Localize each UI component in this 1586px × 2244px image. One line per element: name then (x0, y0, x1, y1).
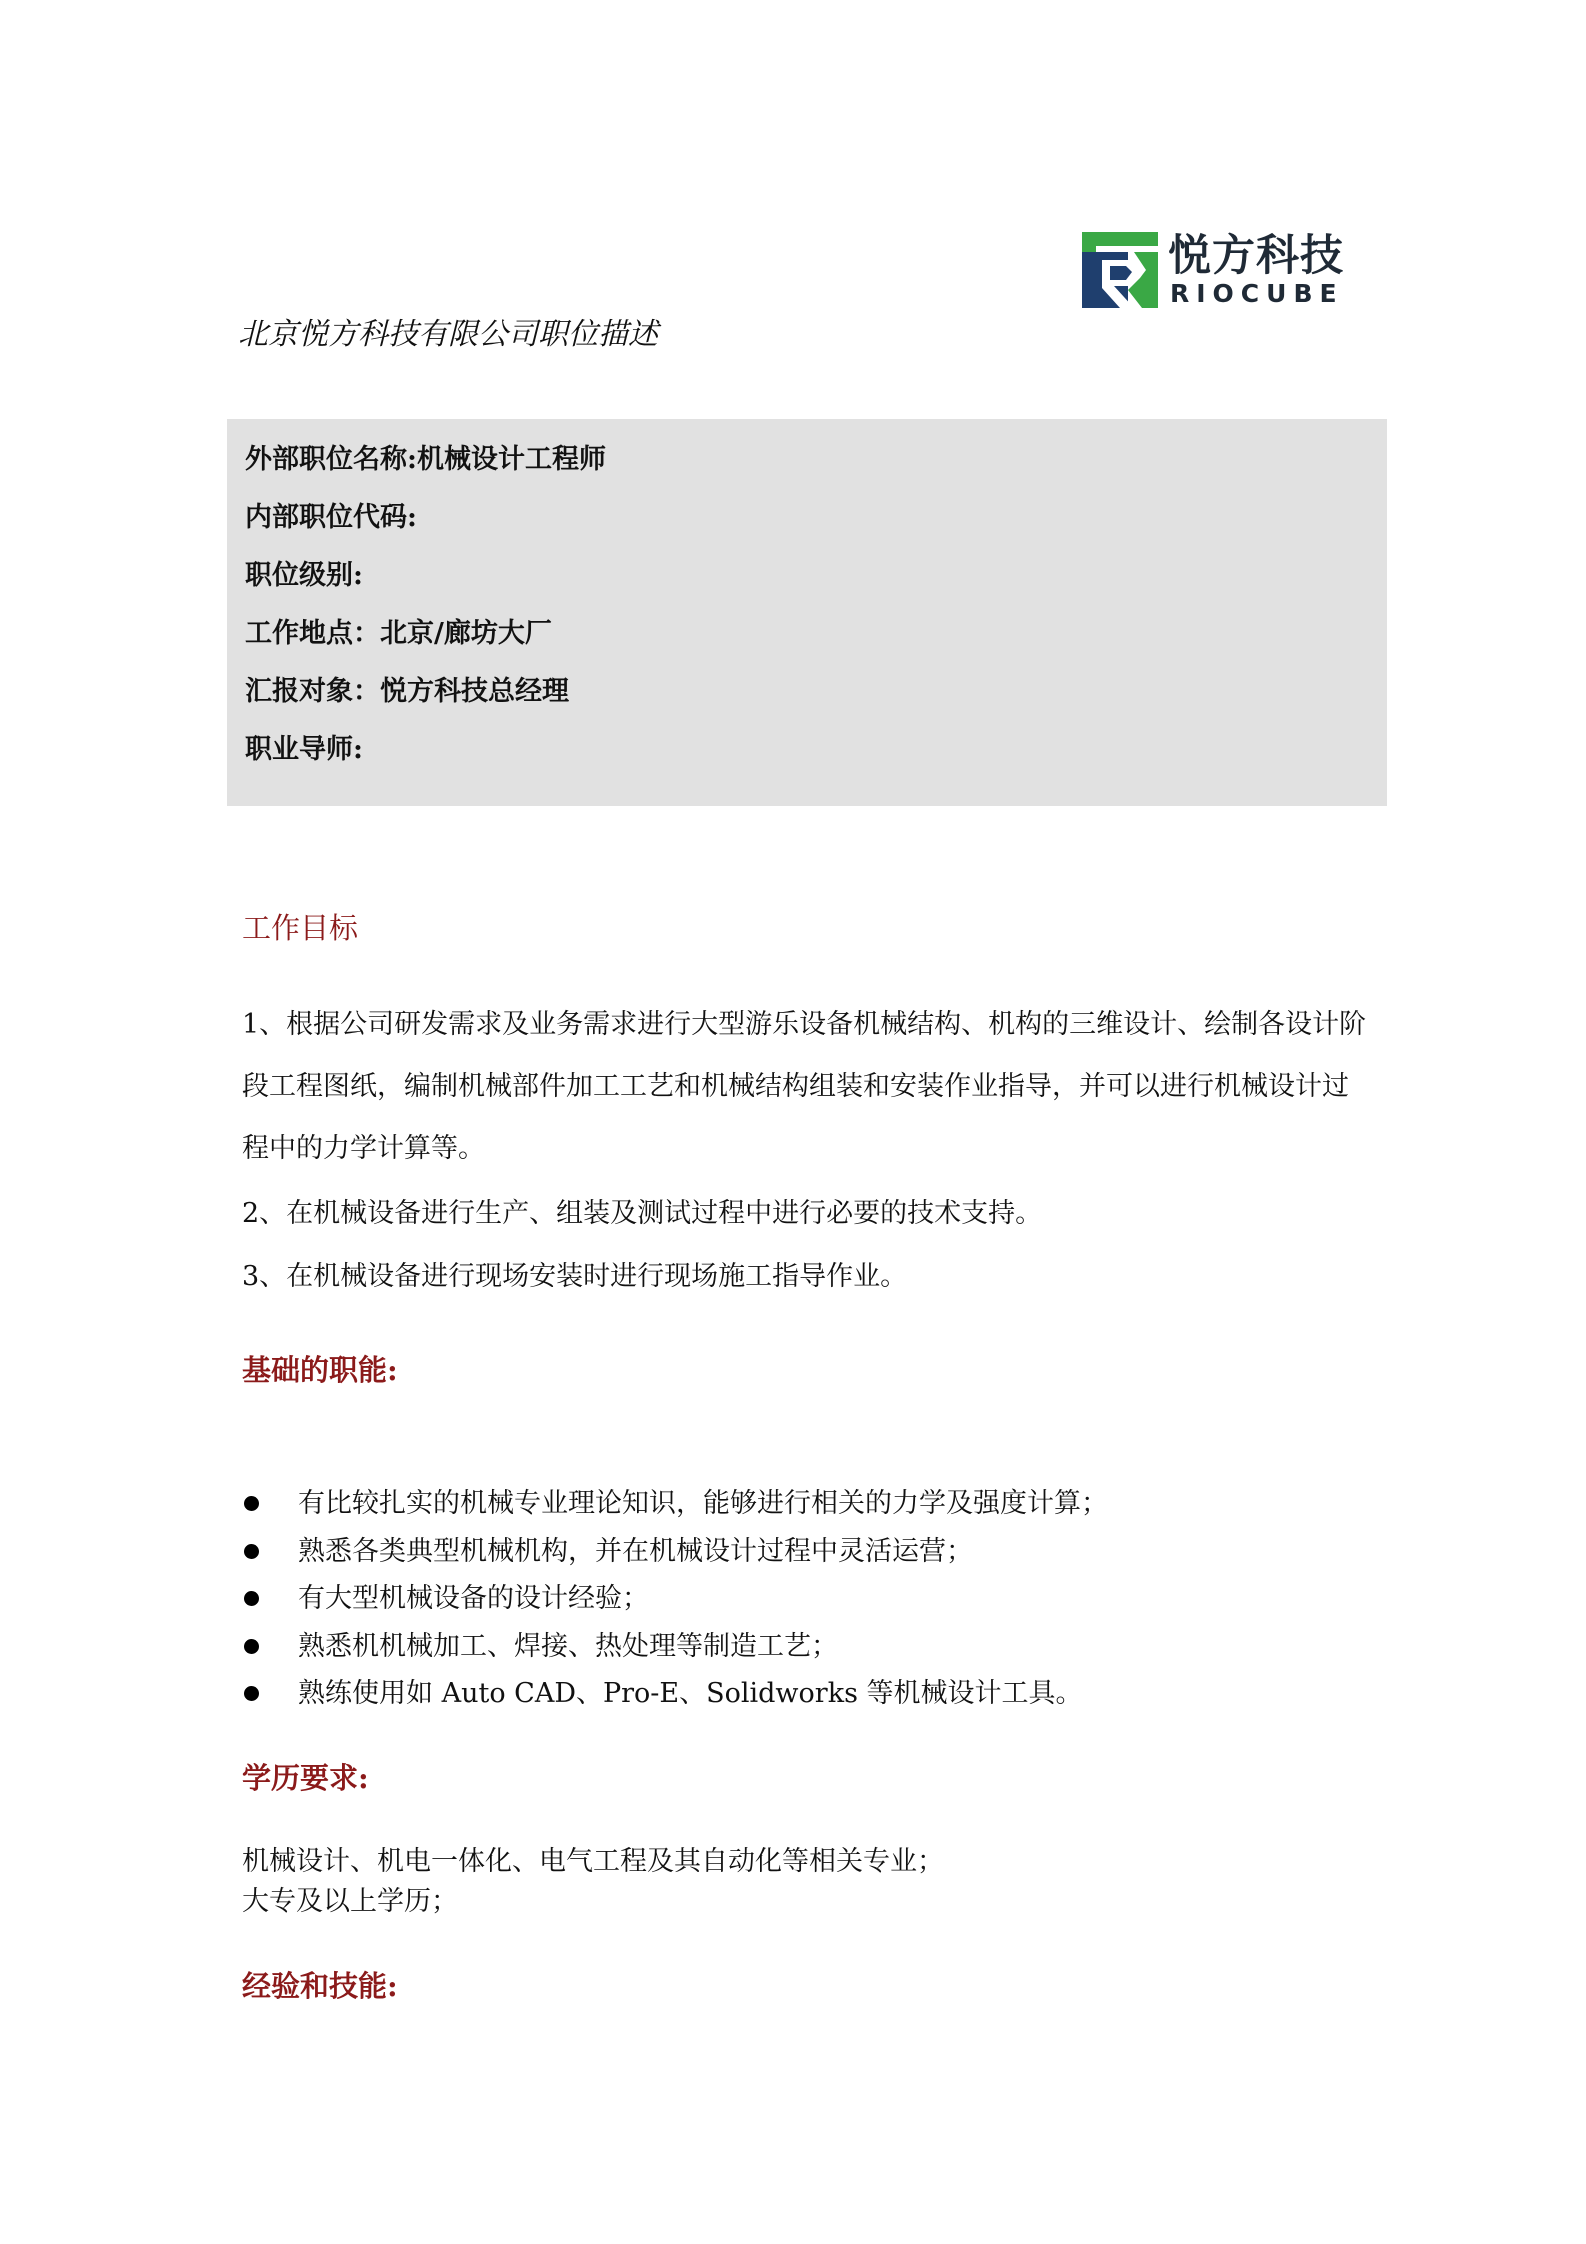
goal-item-3: 3、在机械设备进行现场安装时进行现场施工指导作业。 (242, 1261, 908, 1292)
section-title-skills: 经验和技能: (242, 1969, 398, 2003)
logo-brand-en: RIOCUBE (1170, 279, 1344, 308)
bullet-icon (244, 1496, 259, 1511)
duty-text: 熟悉机机械加工、焊接、热处理等制造工艺； (298, 1630, 838, 1662)
info-mentor: 职业导师: (245, 734, 363, 765)
position-info-box (227, 419, 1387, 806)
bullet-icon (244, 1686, 259, 1701)
list-item (242, 1575, 1108, 1623)
goal-item-1: 1、根据公司研发需求及业务需求进行大型游乐设备机械结构、机构的三维设计、绘制各设计阶段工程图纸，编制机械部件加工工艺和机械结构组装和安装作业指导，并可以进行机械设计过程中的力学计算等。 (242, 1009, 1367, 1164)
goal-item-2: 2、在机械设备进行生产、组装及测试过程中进行必要的技术支持。 (242, 1198, 1043, 1229)
position-info-list (245, 431, 606, 779)
duty-text: 有比较扎实的机械专业理论知识，能够进行相关的力学及强度计算； (298, 1488, 1108, 1519)
info-internal-code: 内部职位代码: (245, 502, 417, 533)
duty-text: 熟悉各类典型机械机构，并在机械设计过程中灵活运营； (298, 1535, 973, 1567)
list-item (242, 1528, 1108, 1576)
info-external-title: 外部职位名称:机械设计工程师 (245, 444, 606, 475)
education-line-2: 大专及以上学历； (242, 1886, 458, 1917)
list-item (242, 1670, 1108, 1718)
bullet-icon (244, 1544, 259, 1559)
info-location: 工作地点：北京/廊坊大厂 (245, 618, 552, 649)
duty-text: 有大型机械设备的设计经验； (298, 1583, 649, 1614)
logo-brand-cn: 悦方科技 (1168, 231, 1344, 281)
company-logo (1082, 232, 1362, 312)
education-line-1: 机械设计、机电一体化、电气工程及其自动化等相关专业； (242, 1846, 944, 1877)
duty-text: 熟练使用如 Auto CAD、Pro-E、Solidworks 等机械设计工具。 (298, 1678, 1083, 1709)
bullet-icon (244, 1591, 259, 1606)
riocube-logo-icon (1082, 232, 1158, 308)
section-title-work-goal: 工作目标 (242, 911, 359, 945)
section-title-education: 学历要求: (242, 1761, 369, 1795)
list-item (242, 1480, 1108, 1528)
section-title-duties: 基础的职能: (242, 1353, 398, 1387)
info-level: 职位级别: (245, 560, 363, 591)
document-title: 北京悦方科技有限公司职位描述 (238, 317, 658, 352)
list-item (242, 1623, 1108, 1671)
bullet-icon (244, 1639, 259, 1654)
info-report-to: 汇报对象：悦方科技总经理 (245, 676, 569, 707)
duties-list (242, 1480, 1108, 1718)
